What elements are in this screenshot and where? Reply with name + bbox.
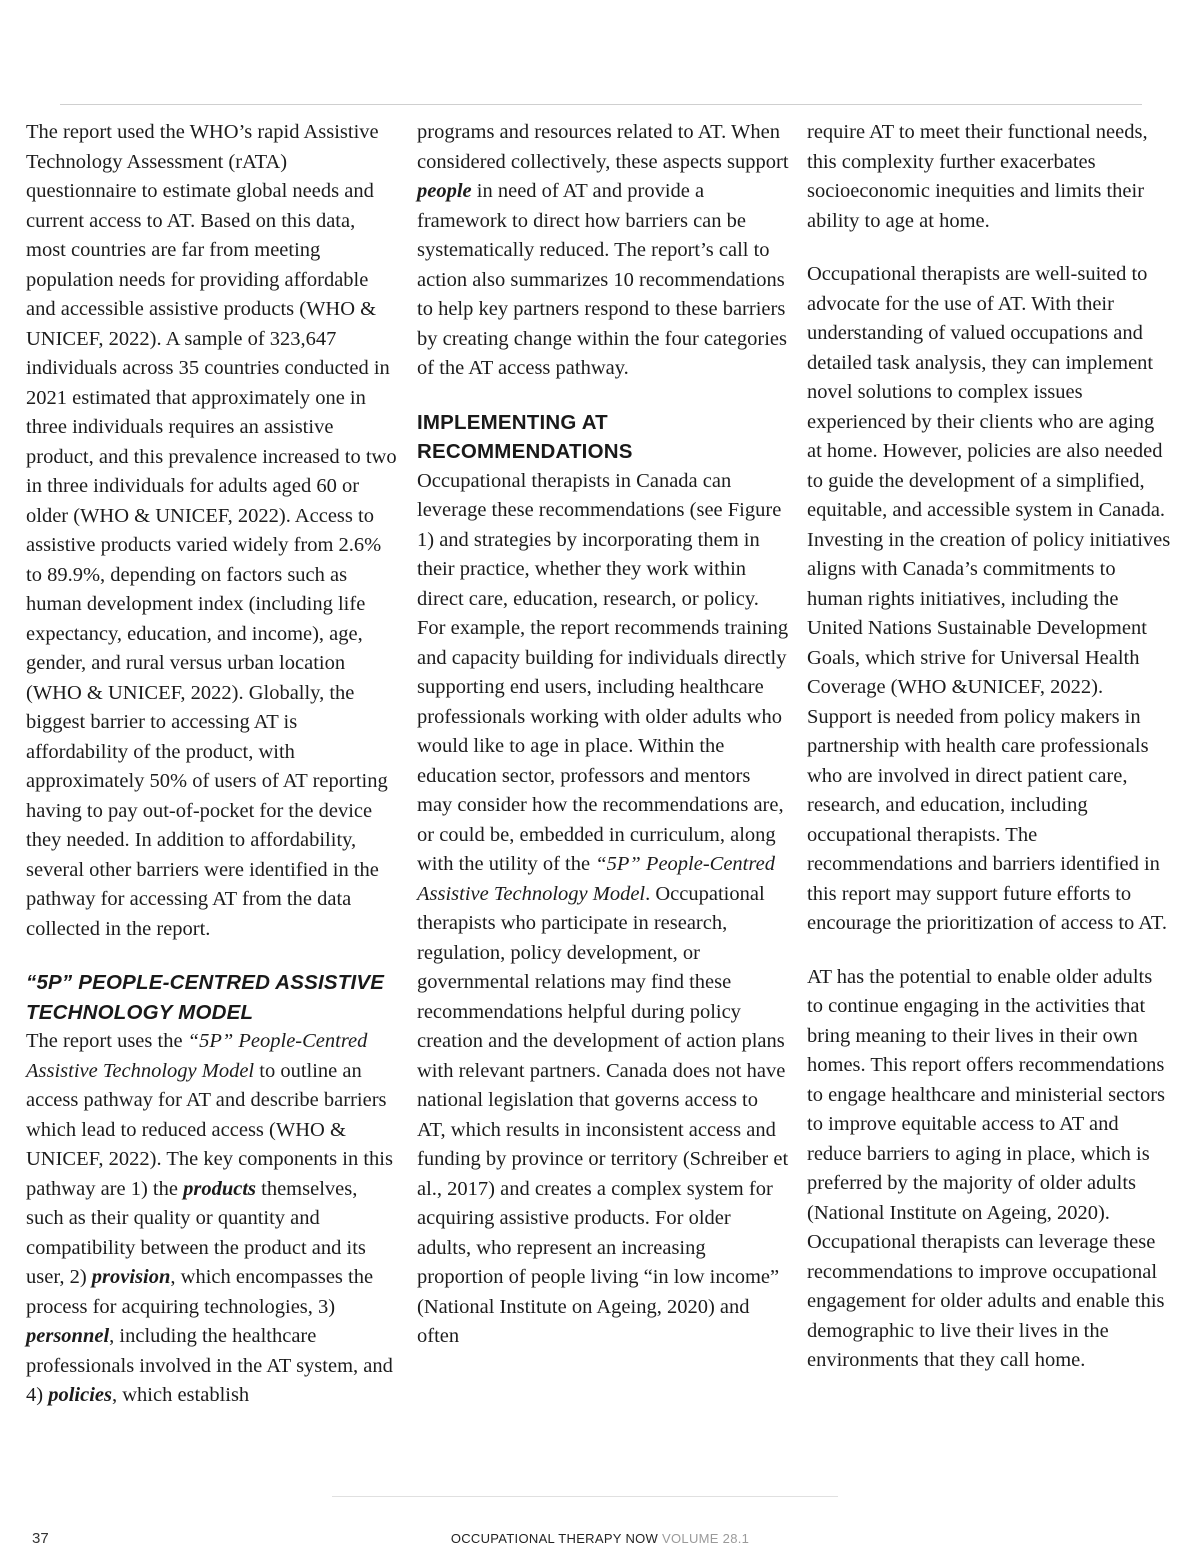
col3-paragraph-2: Occupational therapists are well-suited to advocate for the use of AT. With their understanding of valued occupations and detailed task analysis, they can implement novel solutions to complex issues experienced by their clients who are aging at home. However, policies are also needed to guide the development of a simplified, equitable, and accessible system in Canada. Investing in the creation of policy initiatives aligns with Canada’s commitments to human rights initiatives, including the United Nations Sustainable Development Goals, which strive for Universal Health Coverage (WHO &UNICEF, 2022). Support is needed from policy makers in partnership with health care professionals who are involved in direct patient care, research, and education, including occupational therapists. The recommendations and barriers identified in this report may support future efforts to encourage the prioritization of access to AT. xyxy=(807,263,1171,934)
section-heading-implementing: IMPLEMENTING AT RECOMMENDATIONS xyxy=(417,410,633,463)
footer-divider xyxy=(332,1496,838,1497)
top-divider xyxy=(60,104,1142,105)
footer-publication xyxy=(0,1531,1200,1546)
col2-paragraph-1: programs and resources related to AT. When considered collectively, these aspects support people in need of AT and provide a framework to direct how barriers can be systematically reduced. The report’s call to action also summarizes 10 recommendations to help key partners respond to these barriers by creating change within the four categories of the AT access pathway. xyxy=(417,121,789,379)
col1-paragraph-2: The report uses the “5P” People-Centred Assistive Technology Model to outline an access pathway for AT and describe barriers which lead to reduced access (WHO & UNICEF, 2022). The key components in this pathway are 1) the products themselves, such as their quality or quantity and compatibility between the product and its user, 2) provision, which encompasses the process for acquiring technologies, 3) personnel, including the healthcare professionals involved in the AT system, and 4) policies, which establish xyxy=(26,1030,393,1406)
volume-label: VOLUME 28.1 xyxy=(662,1531,750,1546)
column-2 xyxy=(417,118,789,1352)
col3-paragraph-3: AT has the potential to enable older adults to continue engaging in the activities that bring meaning to their lives in their own homes. This report offers recommendations to engage healthcare and ministerial sectors to improve equitable access to AT and reduce barriers to aging in place, which is preferred by the majority of older adults (National Institute on Ageing, 2020). Occupational therapists can leverage these recommendations to improve occupational engagement for older adults and enable this demographic to live their lives in the environments that they call home. xyxy=(807,965,1166,1371)
column-3 xyxy=(807,118,1173,1376)
magazine-title: OCCUPATIONAL THERAPY NOW xyxy=(450,1531,659,1546)
section-heading-5p-model: “5P” PEOPLE-CENTRED ASSISTIVE TECHNOLOGY MODEL xyxy=(26,971,385,1024)
col3-paragraph-1: require AT to meet their functional needs, this complexity further exacerbates socioeconomic inequities and limits their ability to age at home. xyxy=(807,121,1148,232)
column-1 xyxy=(26,118,398,1411)
col2-paragraph-2: Occupational therapists in Canada can leverage these recommendations (see Figure 1) and strategies by incorporating them in their practice, whether they work within direct care, education, research, or policy. For example, the report recommends training and capacity building for individuals directly supporting end users, including healthcare professionals working with older adults who would like to age in place. Within the education sector, professors and mentors may consider how the recommendations are, or could be, embedded in curriculum, along with the utility of the “5P” People-Centred Assistive Technology Model. Occupational therapists who participate in research, regulation, policy development, or governmental relations may find these recommendations helpful during policy creation and the development of action plans with relevant partners. Canada does not have national legislation that governs access to AT, which results in inconsistent access and funding by province or territory (Schreiber et al., 2017) and creates a complex system for acquiring assistive products. For older adults, who represent an increasing proportion of people living “in low income” (National Institute on Ageing, 2020) and often xyxy=(417,469,789,1347)
page-number: 37 xyxy=(32,1530,49,1547)
col1-paragraph-1: The report used the WHO’s rapid Assistive Technology Assessment (rATA) questionnaire to estimate global needs and current access to AT. Based on this data, most countries are far from meeting population needs for providing affordable and accessible assistive products (WHO & UNICEF, 2022). A sample of 323,647 individuals across 35 countries conducted in 2021 estimated that approximately one in three individuals requires an assistive product, and this prevalence increased to two in three individuals for adults aged 60 or older (WHO & UNICEF, 2022). Access to assistive products varied widely from 2.6% to 89.9%, depending on factors such as human development index (including life expectancy, education, and income), age, gender, and rural versus urban location (WHO & UNICEF, 2022). Globally, the biggest barrier to accessing AT is affordability of the product, with approximately 50% of users of AT reporting having to pay out-of-pocket for the device they needed. In addition to affordability, several other barriers were identified in the pathway for accessing AT from the data collected in the report. xyxy=(26,121,397,940)
